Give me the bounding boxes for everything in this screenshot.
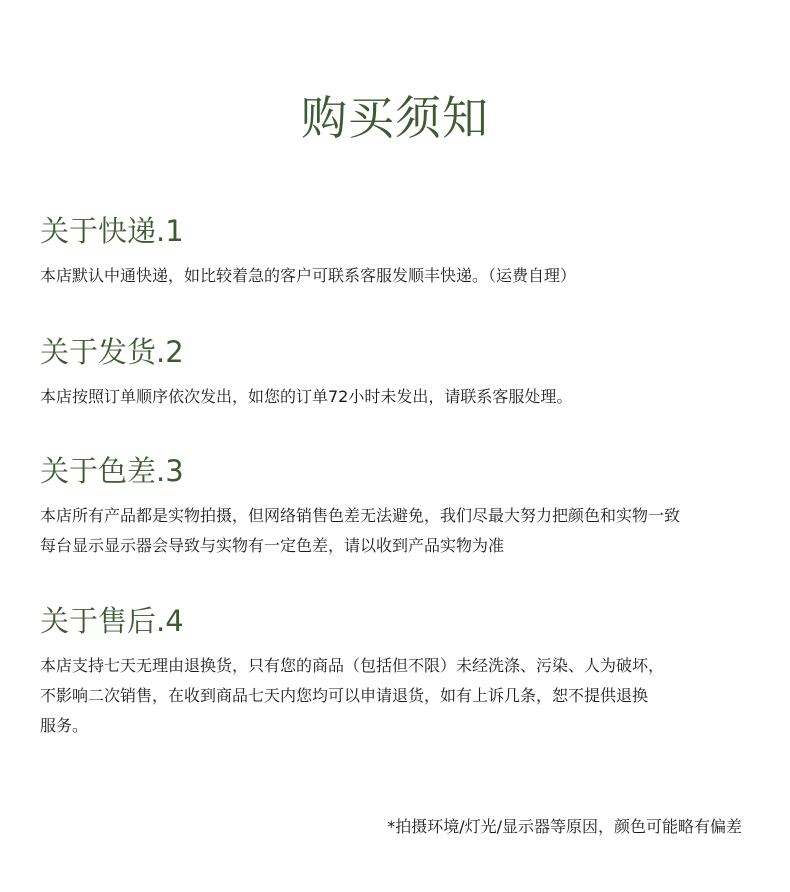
section-heading: 关于色差.3 — [40, 454, 184, 488]
section-body: 本店所有产品都是实物拍摄，但网络销售色差无法避免，我们尽最大努力把颜色和实物一致 每台显示显示器会导致与实物有一定色差，请以收到产品实物为准 — [40, 506, 681, 555]
section-body: 本店按照订单顺序依次发出，如您的订单72小时未发出，请联系客服处理。 — [40, 387, 573, 406]
section-body: 本店支持七天无理由退换货，只有您的商品（包括但不限）未经洗涤、污染、人为破坏， 不影响二次销售，在收到商品七天内您均可以申请退货，如有上诉几条，恕不提供退换 服务。 — [40, 656, 665, 735]
section-color-difference — [40, 451, 770, 561]
section-dispatch — [40, 332, 770, 412]
section-shipping-carrier — [40, 211, 770, 291]
section-heading: 关于快递.1 — [40, 214, 184, 248]
section-after-sales — [40, 601, 770, 741]
footnote: *拍摄环境/灯光/显示器等原因，颜色可能略有偏差 — [387, 817, 742, 836]
section-body: 本店默认中通快递，如比较着急的客户可联系客服发顺丰快递。（运费自理） — [40, 266, 577, 285]
page-title: 购买须知 — [301, 91, 489, 145]
section-heading: 关于售后.4 — [40, 604, 184, 638]
section-heading: 关于发货.2 — [40, 335, 184, 369]
